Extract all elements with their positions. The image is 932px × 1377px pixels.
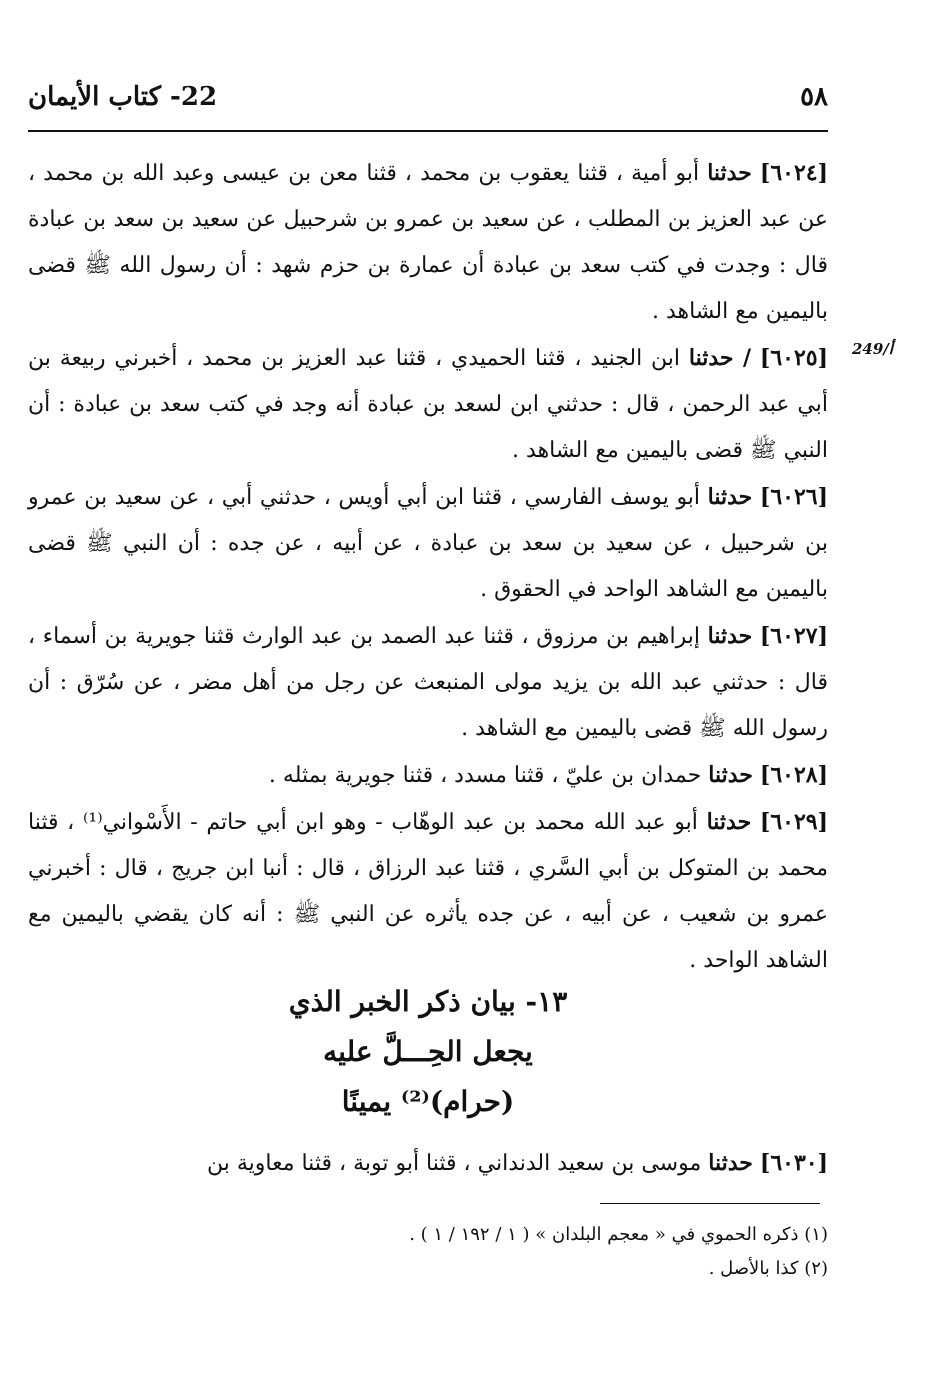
hadith-lead: / حدثنا	[688, 345, 752, 371]
hadith-number: [٦٠٣٠]	[759, 1150, 828, 1176]
footnote-rule	[600, 1203, 820, 1204]
hadith-paragraph	[28, 335, 828, 474]
main-text	[28, 150, 828, 984]
hadith-text: حمدان بن عليّ ، قثنا مسدد ، قثنا جويرية بمثله .	[268, 763, 702, 788]
hadith-number: [٦٠٢٥]	[759, 345, 829, 371]
footnotes	[28, 1218, 828, 1286]
hadith-paragraph	[28, 613, 828, 752]
hadith-lead: حدثنا	[706, 809, 752, 835]
hadith-number: [٦٠٢٨]	[759, 762, 828, 788]
hadith-lead: حدثنا	[708, 1150, 753, 1176]
hadith-lead: حدثنا	[708, 762, 753, 788]
hadith-paragraph	[28, 150, 828, 335]
section-heading-line2: يجعل الحِـــلَّ عليه	[323, 1035, 533, 1068]
hadith-lead: حدثنا	[707, 623, 753, 649]
page-header	[28, 82, 828, 122]
hadith-number: [٦٠٢٧]	[759, 623, 828, 649]
page-number: ٥٨	[800, 82, 828, 112]
hadith-text: أبو عبد الله محمد بن عبد الوهّاب - وهو ابن أبي حاتم - الأَسْواني⁽¹⁾ ، قثنا محمد بن المتوكل بن أبي السَّري ، قثنا عبد الرزاق ، قال : أنبا ابن جريج ، قال : أخبرني عمرو بن شعيب ، عن أبيه ، عن جده يأثره عن النبي ﷺ : أنه كان يقضي باليمين مع الشاهد الواحد .	[28, 810, 828, 973]
hadith-paragraph	[28, 474, 828, 613]
hadith-lead: حدثنا	[707, 160, 752, 186]
hadith-text: موسى بن سعيد الدنداني ، قثنا أبو توبة ، قثنا معاوية بن	[206, 1151, 702, 1176]
footnote-2: (٢) كذا بالأصل .	[708, 1258, 828, 1279]
margin-folio-note: 249/أ	[852, 340, 893, 358]
hadith-lead: حدثنا	[707, 484, 753, 510]
hadith-text: أبو أمية ، قثنا يعقوب بن محمد ، قثنا معن بن عيسى وعبد الله بن محمد ، عن عبد العزيز بن المطلب ، عن سعيد بن عمرو بن شرحبيل عن سعيد بن سعد بن عبادة قال : وجدت في كتب سعد بن عبادة أن عمارة بن حزم شهد : أن رسول الله ﷺ قضى باليمين مع الشاهد .	[28, 161, 828, 324]
hadith-paragraph	[28, 1140, 828, 1187]
hadith-text: إبراهيم بن مرزوق ، قثنا عبد الصمد بن عبد الوارث قثنا جويرية بن أسماء ، قال : حدثني عبد الله بن يزيد مولى المنبعث عن رجل من أهل مضر ، عن سُرّق : أن رسول الله ﷺ قضى باليمين مع الشاهد .	[28, 624, 828, 741]
hadith-paragraph	[28, 799, 828, 984]
hadith-number: [٦٠٢٤]	[759, 160, 828, 186]
header-rule	[28, 130, 828, 132]
hadith-number: [٦٠٢٩]	[759, 809, 829, 835]
hadith-text: ابن الجنيد ، قثنا الحميدي ، قثنا عبد العزيز بن محمد ، أخبرني ربيعة بن أبي عبد الرحمن ، قال : حدثني ابن لسعد بن عبادة أنه وجد في كتب سعد بن عبادة : أن النبي ﷺ قضى باليمين مع الشاهد .	[28, 346, 828, 463]
footnote-1: (١) ذكره الحموي في « معجم البلدان » ( ١ / ١٩٢ / ١ ) .	[409, 1224, 828, 1245]
hadith-paragraph-last	[28, 1140, 828, 1187]
section-heading-line1: ١٣- بيان ذكر الخبر الذي	[288, 985, 568, 1018]
hadith-number: [٦٠٢٦]	[759, 484, 828, 510]
chapter-title: 22- كتاب الأيمان	[28, 82, 218, 112]
section-heading-line3: (حرام)⁽²⁾ يمينًا	[341, 1085, 515, 1118]
hadith-text: أبو يوسف الفارسي ، قثنا ابن أبي أويس ، حدثني أبي ، عن سعيد بن عمرو بن شرحبيل ، عن سعيد بن سعد بن عبادة ، عن أبيه ، عن جده : أن النبي ﷺ قضى باليمين مع الشاهد الواحد في الحقوق .	[28, 485, 828, 602]
hadith-paragraph	[28, 752, 828, 799]
